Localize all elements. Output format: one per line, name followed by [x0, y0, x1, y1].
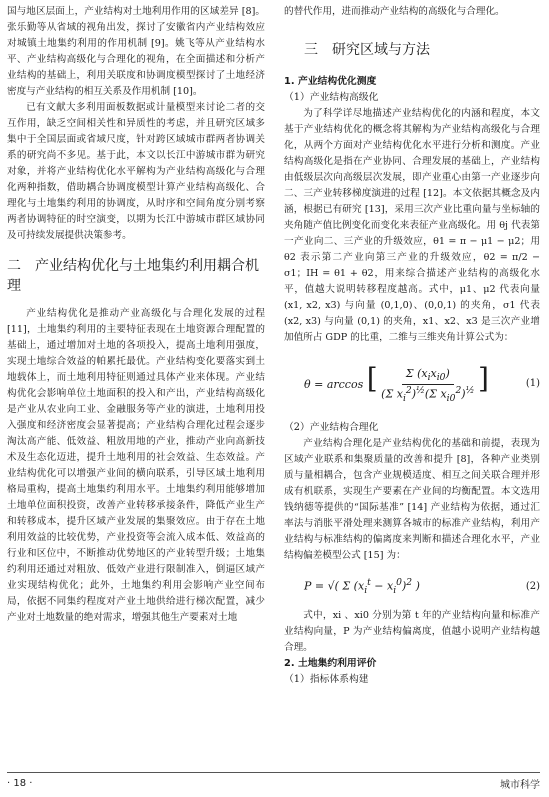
- page-number: · 18 ·: [7, 777, 33, 789]
- formula-1: [284, 348, 540, 418]
- paragraph: 产业结构优化是推动产业高级化与合理化发展的过程 [11]，土地集约利用的主要特征表现在土地资源合理配置的基础上，通过增加对土地的各项投入，提高土地利用强度，实现土地综合效益的帕累托最优。产业结构变化要落实到土地载体上，而土地利用特征则通过具体产业来体现。产业结构优化会影响单位土地面积的投入和产出，产业结构高级化是产业从农业向工业、金融服务等产业的演进，土地利用投入强度和经济密度会显著提高；产业结构合理化过程会逐步淘汰高产能、低效益、粗放用地的产业，推动产业向高新技术及生态化迈进，提升土地利用的社会效益、生态效益。产业结构优化可以增强产业间的横向联系，引导区域土地利用格局重构，提高土地集约利用水平。土地集约利用能够增加土地单位面积投资，改善产业转移承接条件，降低产业生产和转移成本，提升区域产业发展的集聚效应。由于存在土地利用效益的比较优势，产业投资等会流入成本低、效益高的行业和区位中，不断推动优势地区的产业转型升级；土地集约利用还通过对粗放、低效产业进行限制准入，倒逼区域产业实现结构优化；此外，土地集约利用会影响产业空间布局，依据不同集约程度对产业土地供给进行梯次配置，减少产业对土地数量的绝对需求，增强其他生产要素对土地: [7, 308, 265, 623]
- paragraph: 式中，xi 、xi0 分别为第 t 年的产业结构向量和标准产业结构向量，P 为产业结构偏离度，值越小说明产业结构越合理。: [284, 610, 540, 653]
- paragraph: 的替代作用，进而推动产业结构的高级化与合理化。: [284, 6, 505, 17]
- formula-2-expression: P = √( Σ $(x_i^t - x_i^0)^2$ ): [304, 576, 420, 596]
- subsubsection-heading: （1）产业结构高级化: [284, 92, 379, 103]
- left-column: [7, 0, 265, 626]
- formula-2: [284, 566, 540, 606]
- right-column: [284, 0, 540, 688]
- subsubsection-heading: （2）产业结构合理化: [284, 422, 379, 433]
- paragraph: 已有文献大多利用面板数据或计量模型来讨论二者的交互作用，缺乏空间相关性和异质性的考虑，并且研究区域多集中于全国层面或省域尺度，针对跨区域城市群两者协调关系的研究尚不多见。基于此，本文以长江中游城市群为研究对象，并将产业结构优化水平解构为产业结构高级化与合理化两种指数，借助耦合协调度模型计算产业结构高级化、合理化与土地集约利用的协调度，从时序和空间角度分别考察两者协调特征的时空演变，以期为长江中游城市群区域协同及可持续发展提供决策参考。: [7, 102, 265, 241]
- formula-number: (1): [525, 377, 540, 389]
- formula-number: (2): [525, 580, 540, 592]
- page-footer: [7, 772, 540, 793]
- section-heading: 三 研究区域与方法: [304, 42, 430, 58]
- paragraph: 国与地区层面上，产业结构对土地利用作用的区域差异 [8]。张乐勤等从省域的视角出发，探讨了安徽省内产业结构效应对城镇土地集约利用的作用机制 [9]。姚飞等从产业结构水平、产业结构高级化与合理化的视角，在全面描述和分析产业结构的基础上，利用关联度和协调度模型探讨了土地经济密度与产业结构的相互关系及作用机制 [10]。: [7, 6, 265, 97]
- journal-name: 城市科学: [500, 779, 540, 791]
- section-heading: 二 产业结构优化与土地集约利用耦合机理: [7, 258, 259, 294]
- paragraph: 产业结构合理化是产业结构优化的基础和前提，表现为区域产业联系和集聚质量的改善和提升 [8]，各种产业类别质与量相耦合，包含产业规模适度、相互之间关联合理并形成有机联系，实现生产要素在产业间的均衡配置。本文选用钱纳德等提供的“国际基准” [14] 产业结构为依据，通过汇率法与消胀平滑处理来测算各城市的标准产业结构，利用产业结构与标准结构的偏离度来判断和描述合理化水平，产业结构偏差模型公式 [15] 为：: [284, 438, 540, 561]
- subsubsection-heading: （1）指标体系构建: [284, 674, 369, 685]
- formula-1-expression: θ = arccos [ $\frac{\Sigma (x_ix_{i0})}{(\Sigma x_i^2)^{\frac{1}{2}}(\Sigma x_{i0}^2)^{\frac{1}{2}}}$ ]: [304, 362, 489, 404]
- subsection-heading: 1. 产业结构优化测度: [284, 76, 377, 87]
- paragraph: 为了科学详尽地描述产业结构优化的内涵和程度，本文基于产业结构优化的概念将其解构为产业结构高级化与合理化，从两个方面对产业结构优化水平进行分析和测度。产业结构高级化是指在产业协同、合理发展的基础上，产业结构由低级层次向高级层次发展，即产业重心由第一产业逐步向二、三产业转移梯度演进的过程 [12]。本文依据其概念及内涵，根据已有研究 [13]，采用三次产业比重向量与坐标轴的夹角随产值比例变化而变化来表征产业高级化。用 θj 代表第一产业向二、三产业的升级效应，θ1 = π − μ1 − μ2；用 θ2 表示第二产业向第三产业的升级效应，θ2 = π/2 − σ1；IH = θ1 + θ2，用来综合描述产业结构的高级化水平，值越大说明转移程度越高。式中，μ1、μ2 代表向量 (x1, x2, x3) 与向量 (0,1,0)、(0,0,1) 的夹角，σ1 代表 (x2, x3) 与向量 (0,1) 的夹角，x1、x2、x3 是三次产业增加值所占 GDP 的比重，二维与三维夹角计算公式为：: [284, 108, 540, 343]
- subsection-heading: 2. 土地集约利用评价: [284, 658, 377, 669]
